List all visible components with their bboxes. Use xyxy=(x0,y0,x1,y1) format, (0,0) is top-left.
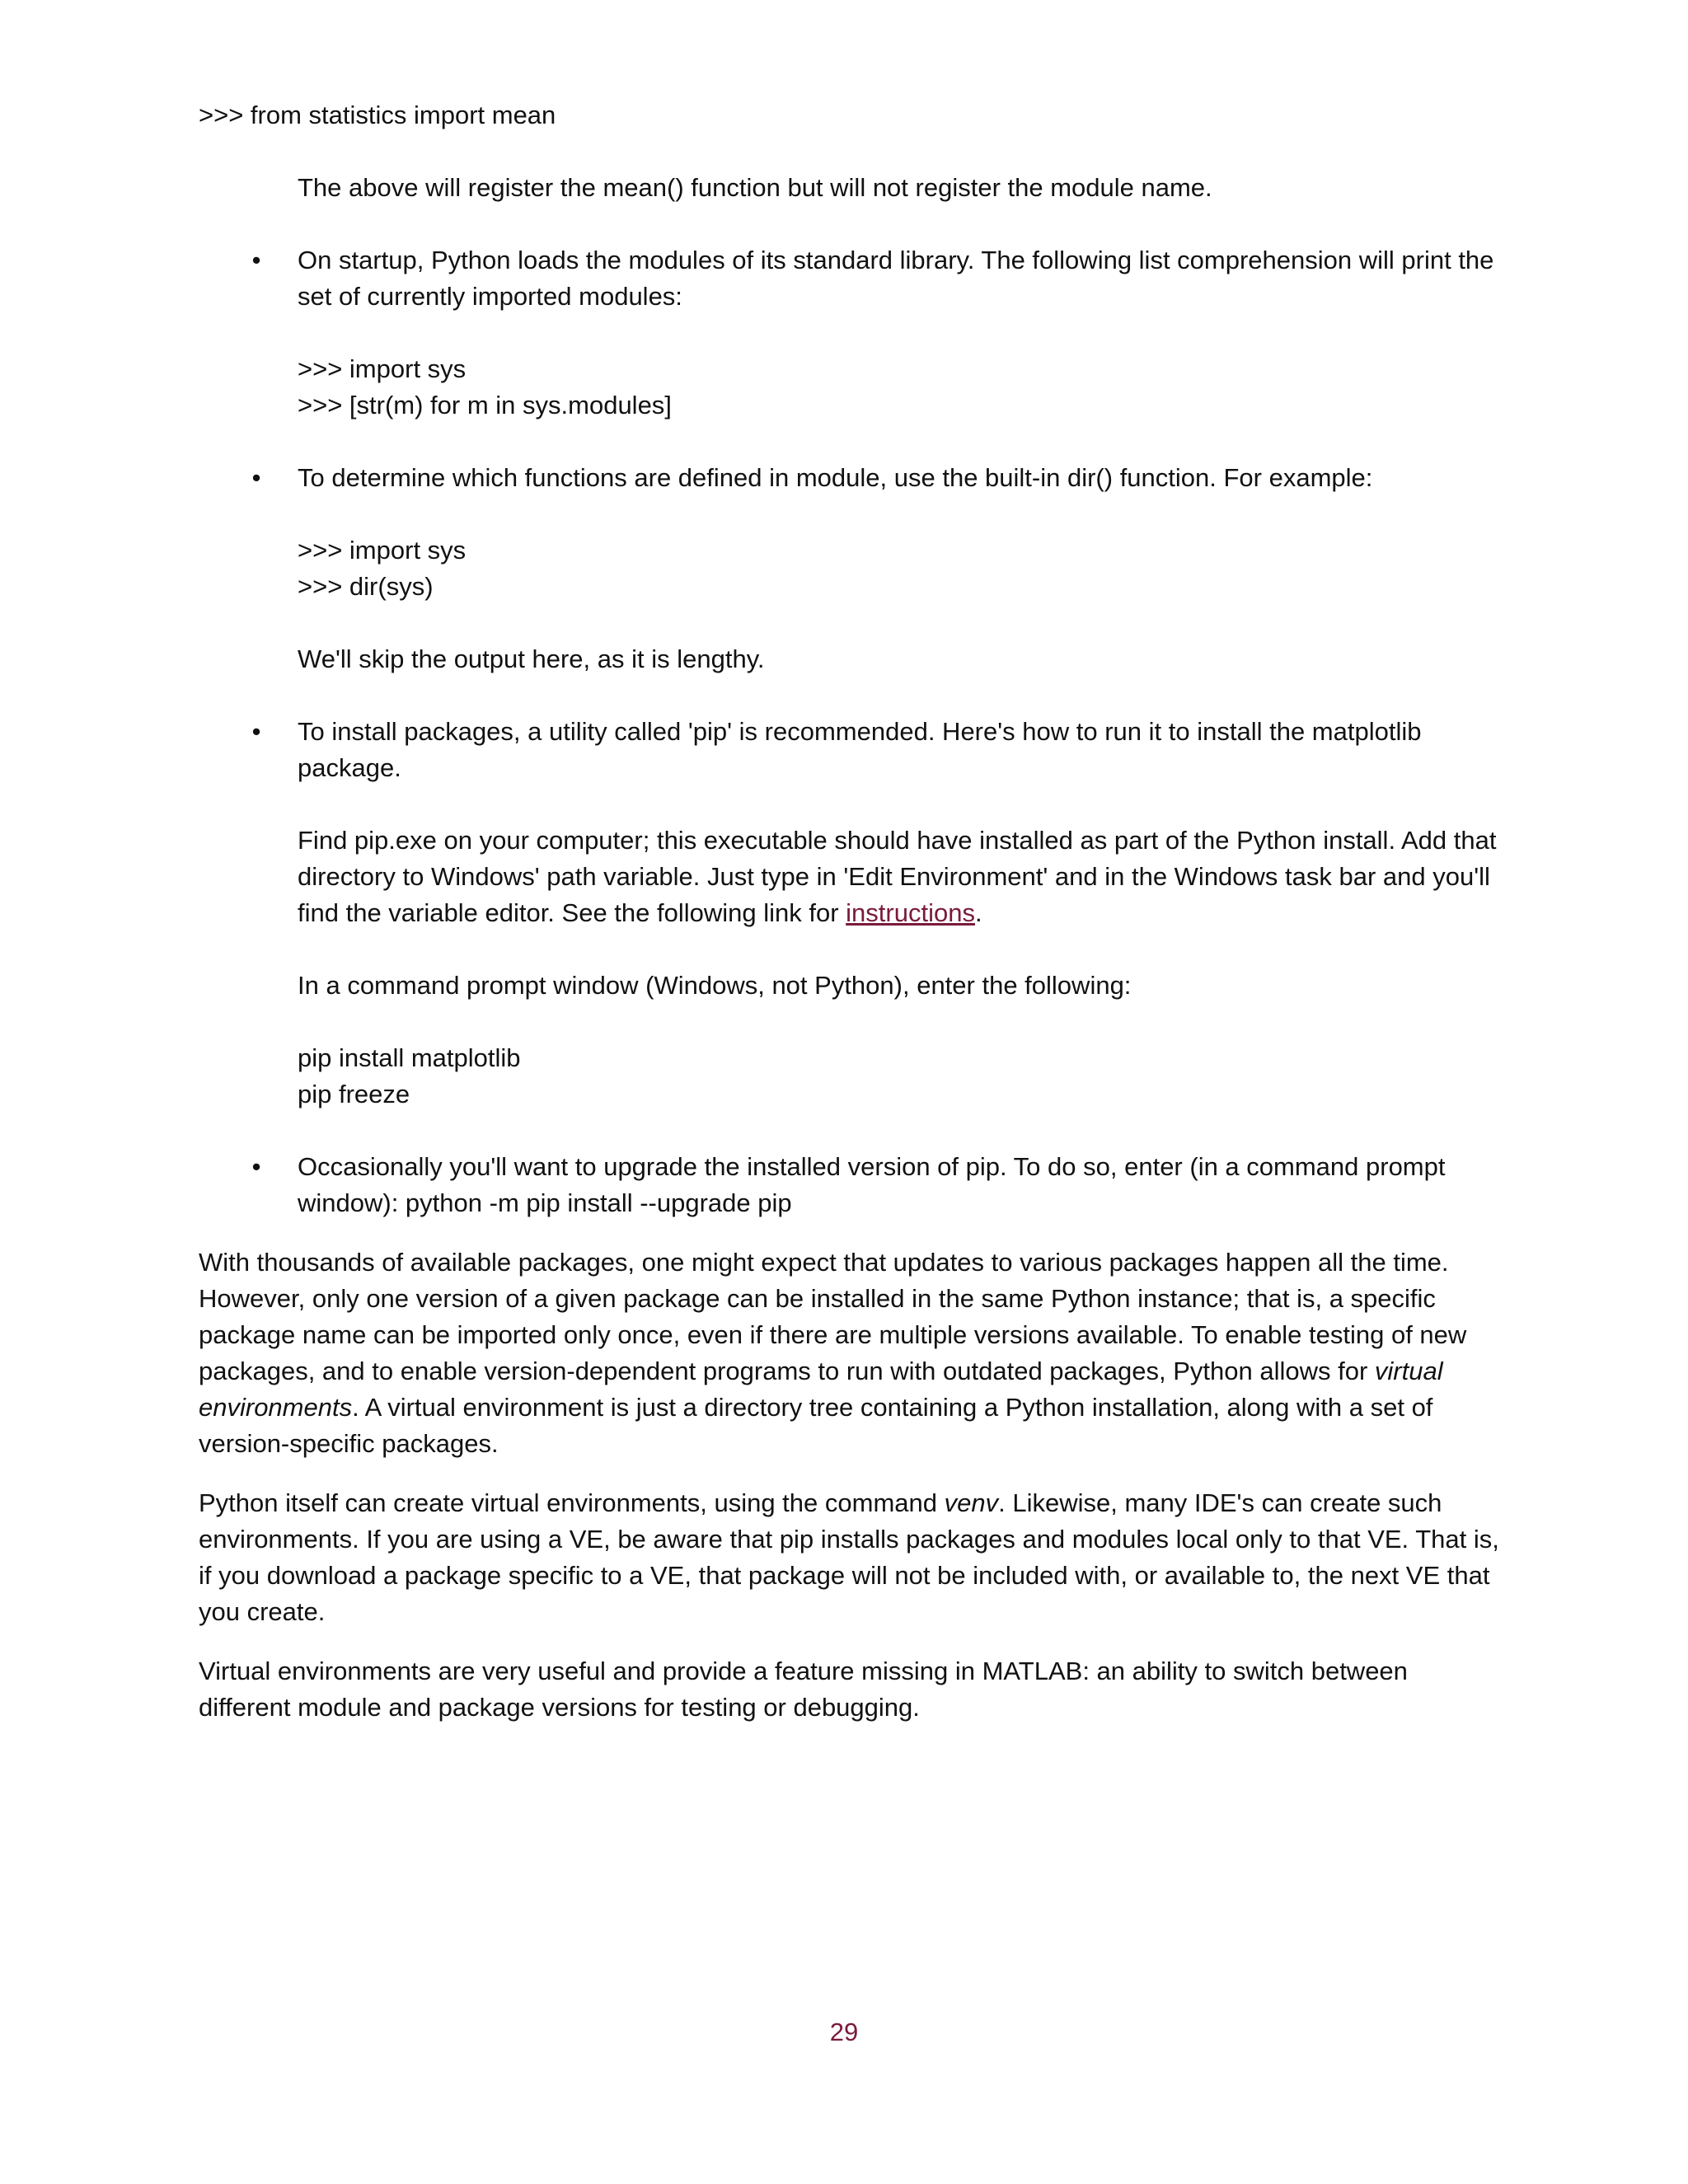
bullet-icon: • xyxy=(251,463,261,492)
page-content xyxy=(199,97,1501,1726)
page-number: 29 xyxy=(829,2018,859,2046)
para2-text-a: Python itself can create virtual environments, using the command xyxy=(199,1488,945,1517)
code-import-sys: >>> import sys xyxy=(298,354,467,383)
bullet-icon: • xyxy=(251,1152,261,1181)
para1-emphasis: virtual environments xyxy=(199,1357,1443,1422)
code-dir-sys: >>> dir(sys) xyxy=(298,572,434,601)
bullet-text: On startup, Python loads the modules of its standard library. The following list comprehension will print the set of currently imported modules: xyxy=(298,246,1494,311)
code-pip-install: pip install matplotlib xyxy=(298,1043,521,1072)
para1-text-a: With thousands of available packages, one might expect that updates to various packages happen all the time. However, only one version of a given package can be installed in the same Python instance; that is, a specific package name can be imported only once, even if there are multiple versions available. To enable testing of new packages, and to enable version-dependent programs to run with outdated packages, Python allows for xyxy=(199,1248,1467,1385)
virtual-env-paragraph xyxy=(199,1244,1501,1462)
instructions-link[interactable]: instructions xyxy=(846,898,975,927)
para2-emphasis: venv xyxy=(944,1488,999,1517)
find-pip-period: . xyxy=(974,898,982,927)
skip-output-note: We'll skip the output here, as it is lengthy. xyxy=(298,644,765,673)
venv-paragraph xyxy=(199,1485,1501,1630)
bullet-startup-modules xyxy=(251,242,1501,424)
find-pip-paragraph xyxy=(298,823,1501,931)
bullet-dir-function xyxy=(251,460,1501,677)
code-from-statistics: >>> from statistics import mean xyxy=(199,101,556,129)
bullet-text: Occasionally you'll want to upgrade the installed version of pip. To do so, enter (in a command prompt window): python -m pip install --upgrade pip xyxy=(298,1152,1446,1217)
bullet-install-packages xyxy=(251,714,1501,1113)
para1-text-b: . A virtual environment is just a directory tree containing a Python installation, along with a set of version-specific packages. xyxy=(199,1393,1433,1458)
code-import-sys: >>> import sys xyxy=(298,536,467,565)
mean-note: The above will register the mean() function but will not register the module name. xyxy=(298,173,1212,202)
bullet-upgrade-pip xyxy=(251,1149,1501,1221)
find-pip-text: Find pip.exe on your computer; this executable should have installed as part of the Python install. Add that directory to Windows' path variable. Just type in 'Edit Environment' and in the Windows task bar and you'll find the variable editor. See the following link for xyxy=(298,826,1497,927)
command-prompt-note: In a command prompt window (Windows, not Python), enter the following: xyxy=(298,971,1132,1000)
bullet-icon: • xyxy=(251,717,261,746)
code-list-comprehension: >>> [str(m) for m in sys.modules] xyxy=(298,391,672,419)
bullet-icon: • xyxy=(251,246,261,274)
code-pip-freeze: pip freeze xyxy=(298,1080,410,1108)
bullet-text: To install packages, a utility called 'pip' is recommended. Here's how to run it to install the matplotlib package. xyxy=(298,717,1422,782)
matlab-comparison-paragraph: Virtual environments are very useful and provide a feature missing in MATLAB: an ability to switch between different module and package versions for testing or debugging. xyxy=(199,1657,1408,1722)
bullet-text: To determine which functions are defined in module, use the built-in dir() function. For example: xyxy=(298,463,1373,492)
para2-text-b: . Likewise, many IDE's can create such environments. If you are using a VE, be aware that pip installs packages and modules local only to that VE. That is, if you download a package specific to a VE, that package will not be included with, or available to, the next VE that you create. xyxy=(199,1488,1499,1626)
